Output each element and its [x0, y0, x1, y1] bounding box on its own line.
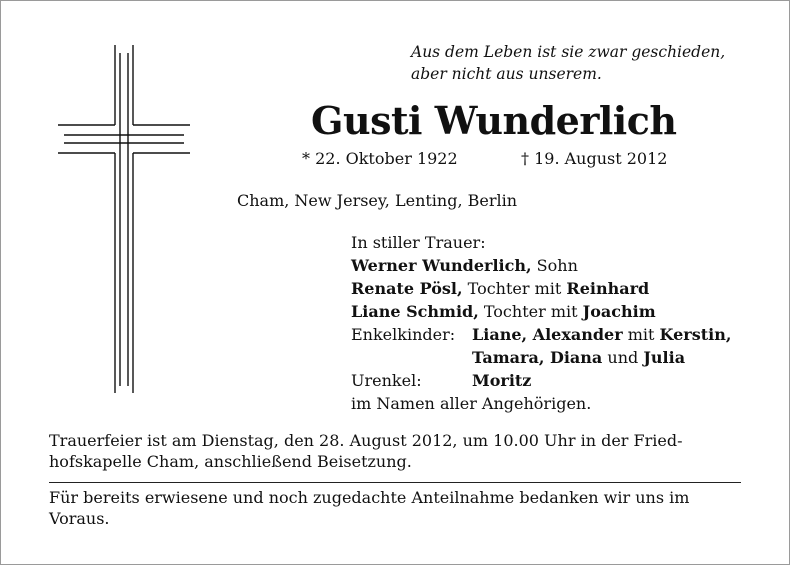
- funeral-line-2: hofskapelle Cham, anschließend Beisetzung.: [49, 452, 412, 471]
- mourner-relation: Sohn: [531, 256, 578, 275]
- greatgrandchild-name: Moritz: [472, 371, 532, 390]
- mourner-werner: [351, 256, 578, 275]
- motto-line-2: aber nicht aus unserem.: [411, 65, 602, 83]
- mourners-closing: im Namen aller Angehörigen.: [351, 394, 592, 413]
- places: Cham, New Jersey, Lenting, Berlin: [237, 191, 518, 210]
- grandchildren-row-1: [351, 325, 731, 344]
- mourner-partner: Reinhard: [566, 279, 650, 298]
- funeral-line-1: Trauerfeier ist am Dienstag, den 28. August 2012, um 10.00 Uhr in der Fried-: [49, 431, 683, 450]
- thanks-note: [49, 487, 689, 529]
- mourner-renate: [351, 279, 649, 298]
- greatgrandchildren-label: Urenkel:: [351, 371, 422, 390]
- thanks-line-2: Voraus.: [49, 509, 110, 528]
- deceased-name: Gusti Wunderlich: [311, 98, 677, 143]
- mourner-name: Renate Pösl,: [351, 279, 463, 298]
- connector-text: und: [602, 348, 644, 367]
- divider: [49, 482, 741, 483]
- mourner-name: Werner Wunderlich,: [351, 256, 532, 275]
- mourner-relation: Tochter mit: [462, 279, 567, 298]
- cross-icon: [38, 41, 198, 401]
- mourner-relation: Tochter mit: [478, 302, 583, 321]
- grandchildren-name: Julia: [643, 348, 686, 367]
- motto: [411, 41, 725, 85]
- mourners-intro: In stiller Trauer:: [351, 233, 486, 252]
- thanks-line-1: Für bereits erwiesene und noch zugedachte Anteilnahme bedanken wir uns im: [49, 488, 690, 507]
- connector-text: mit: [622, 325, 660, 344]
- birth-date: * 22. Oktober 1922: [302, 149, 458, 168]
- greatgrandchildren-row: [351, 371, 531, 390]
- mourner-name: Liane Schmid,: [351, 302, 479, 321]
- mourner-partner: Joachim: [582, 302, 656, 321]
- motto-line-1: Aus dem Leben ist sie zwar geschieden,: [411, 43, 726, 61]
- grandchildren-names: Tamara, Diana: [472, 348, 603, 367]
- grandchildren-row-2: [351, 348, 685, 367]
- grandchildren-label: Enkelkinder:: [351, 325, 456, 344]
- grandchildren-partner: Kerstin,: [659, 325, 732, 344]
- funeral-info: [49, 430, 683, 472]
- death-date: † 19. August 2012: [521, 149, 668, 168]
- grandchildren-names: Liane, Alexander: [472, 325, 623, 344]
- mourner-liane: [351, 302, 656, 321]
